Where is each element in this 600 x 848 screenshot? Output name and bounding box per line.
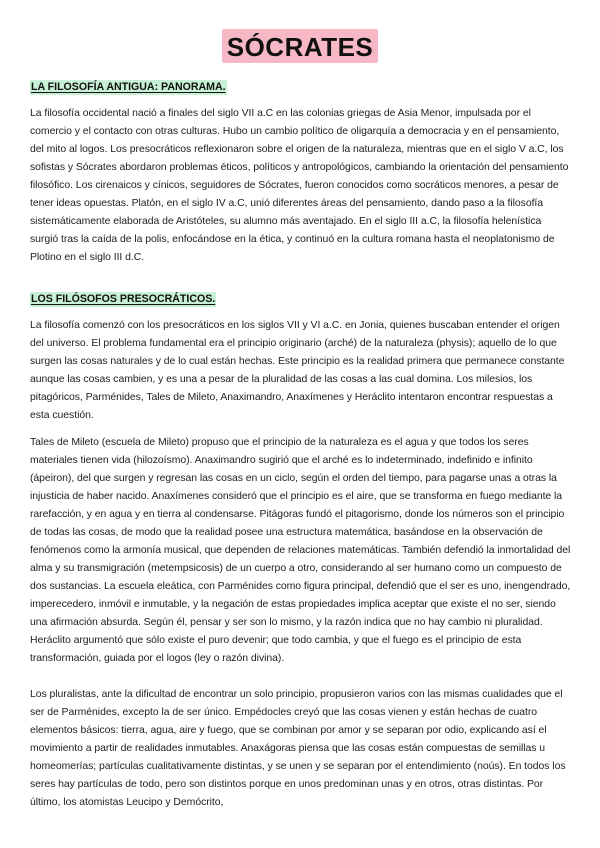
paragraph-presocraticos-detalle: Tales de Mileto (escuela de Mileto) propuso que el principio de la naturaleza es el agua y que todos los seres materiales tienen vida (hilozoísmo). Anaximandro sugirió que el arché es lo indeterminado, indefinido e infinito (ápeiron), del que surgen y regresan las cosas en un ciclo, según el orden del tiempo, para pagarse unas a otras la injusticia de haber nacido. Anaxímenes consideró que el principio es el aire, que se transforma en fuego mediante la rarefacción, y en agua y en tierra al condensarse. Pitágoras fundó el pitagorismo, donde los números son el principio de todas las cosas, de modo que la realidad posee una estructura matemática, basándose en la observación de fenómenos como la armonía musical, que dependen de relaciones matemáticas. También defendió la inmortalidad del alma y su transmigración (metempsicosis) de un cuerpo a otro, considerando al ser humano como un compuesto de dos sustancias. La escuela eleática, con Parménides como figura principal, defendió que el ser es uno, inengendrado, imperecedero, inmóvil e inmutable, y la negación de estas propiedades implica aceptar que existe el no ser, siendo una afirmación absurda. Según él, pensar y ser son lo mismo, y la razón indica que no hay cambio ni pluralidad. Heráclito argumentó que sólo existe el puro devenir; que todo cambia, y que el fuego es el principio de esta transformación, guiada por el logos (ley o razón divina). <box>30 437 571 664</box>
paragraph-panorama: La filosofía occidental nació a finales del siglo VII a.C en las colonias griegas de Asia Menor, impulsada por el comercio y el contacto con otras culturas. Hubo un cambio político de oligarquía a democracia y en el pensamiento, del mito al logos. Los presocráticos reflexionaron sobre el origen de la naturaleza, mientras que en el siglo V a.C, los sofistas y Sócrates abordaron problemas éticos, políticos y antropológicos, cambiando la orientación del pensamiento filosófico. Los cirenaicos y cínicos, seguidores de Sócrates, fueron conocidos como socráticos menores, a pesar de tener ideas opuestas. Platón, en el siglo IV a.C, unió diferentes áreas del pensamiento, dando paso a la filosofía sistemáticamente elaborada de Aristóteles, su alumno más aventajado. En el siglo III a.C, la filosofía helenística surgió tras la caída de la polis, enfocándose en la ética, y continuó en la cultura romana hasta el neoplatonismo de Plotino en el siglo III d.C. <box>30 108 569 263</box>
section-heading-panorama: LA FILOSOFÍA ANTIGUA: PANORAMA. <box>31 81 226 93</box>
page-title: SÓCRATES <box>222 29 379 63</box>
paragraph-pluralistas: Los pluralistas, ante la dificultad de encontrar un solo principio, propusieron varios con las mismas cualidades que el ser de Parménides, excepto la de ser único. Empédocles creyó que las cosas vienen y están hechas de cuatro elementos básicos: tierra, agua, aire y fuego, que se combinan por amor y se separan por odio, explicando así el movimiento a partir de realidades inmutables. Anaxágoras piensa que las cosas están compuestas de semillas u homeomerías; partículas cualitativamente distintas, y se unen y se separan por el entendimiento (noús). En todos los seres hay partículas de todo, pero son distintos porque en unos predominan unas y en otros, otras distintas. Por último, los atomistas Leucipo y Demócrito, <box>30 689 566 808</box>
title-wrapper <box>0 29 600 63</box>
section-heading-presocraticos: LOS FILÓSOFOS PRESOCRÁTICOS. <box>31 293 216 305</box>
paragraph-presocraticos-intro: La filosofía comenzó con los presocráticos en los siglos VII y VI a.C. en Jonia, quienes buscaban entender el origen del universo. El problema fundamental era el principio originario (arché) de la naturaleza (physis); aquello de lo que surgen las cosas naturales y de lo cual están hechas. Este principio es la realidad primera que permanece constante aunque las cosas cambien, y es una a pesar de la pluralidad de las cosas a las cual domina. Los milesios, los pitagóricos, Parménides, Tales de Mileto, Anaximandro, Anaxímenes y Heráclito intentaron encontrar respuestas a esta cuestión. <box>30 320 565 421</box>
